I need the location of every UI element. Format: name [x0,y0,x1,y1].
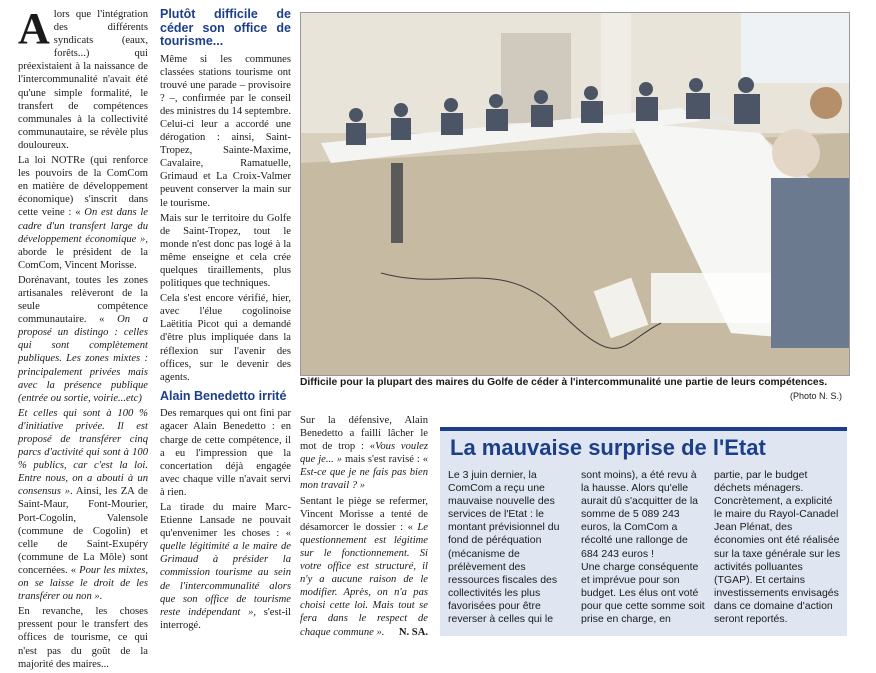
paragraph: Et celles qui sont à 100 % d'initiative privée. Il est proposé de transférer cinq parcs d'activité qui sont à 100 % publics, car c'est la loi. Entre nous, on a abouti à un consensus ». Ainsi, les ZA de Saint-Maur, Font-Mourier, Port-Cogolin, Valensole (commune de Cogolin) et celle de Saint-Exupéry (commune de La Môle) sont concernées. « Pour les mixtes, on se laisse le droit de les transférer ou non ». [18,407,148,603]
paragraph: Sur la défensive, Alain Benedetto a failli lâcher le mot de trop : «Vous voulez que je... » mais s'est ravisé : « Est-ce que je ne fais pas bien mon travail ? » [300,415,428,492]
box-column-2: sont moins), a été revu à la hausse. Alors qu'elle aurait dû s'acquitter de la somme de 5 089 243 euros, la ComCom a récolté une rallonge de 684 243 euros ! Une charge conséquente et imprévue pour son budget. Les élus ont voté pour que cette somme soit prise en charge, en [581,469,705,626]
paragraph: Sentant le piège se refermer, Vincent Morisse a tenté de désamorcer le dossier : « Le questionnement est légitime sur le fonctionnement. Si votre office est structuré, il n'y a aucune raison de le modifier. Après, on n'a pas choisi cette loi. Mais tout se fera dans le respect de chaque commune ». N. SA. [300,495,429,638]
meeting-room-illustration [301,13,849,375]
paragraph: La loi NOTRe (qui renforce les pouvoirs de la ComCom en matière de développement économique) s'inscrit dans cette veine : « On est dans le cadre d'un transfert large du développement économique », aborde le président de la ComCom, Vincent Morisse. [18,155,149,271]
subheading: Alain Benedetto irrité [160,388,287,403]
article-column-2 [160,8,291,634]
drop-cap: A [18,4,50,53]
author-signature: N. SA. [398,626,428,638]
sidebar-box [440,427,847,636]
paragraph: Alors que l'intégration des différents syndicats (eaux, forêts...) qui préexistaient à la naissance de l'intercommunalité n'avait été qu'une simple formalité, le transfert de compétences communales à la collectivité communautaire, se révèle plus douloureux. [18,4,148,151]
paragraph: Dorénavant, toutes les zones artisanales relèveront de la seule compétence communautaire. « On a proposé un distingo : celles qui sont complètement publiques. Les zones mixtes : principalement privées mais avec la présence publique (entrée ou sortie, voirie...etc) [18,274,149,404]
photo-caption: Difficile pour la plupart des maires du Golfe de céder à l'intercommunalité une partie de leurs compétences. [300,377,828,388]
photo-credit: (Photo N. S.) [790,391,843,401]
paragraph: Même si les communes classées stations tourisme ont trouvé une parade – provisoire ? –, confirmée par le conseil des ministres du 14 septembre. Celui-ci leur a accordé une dérogation : ainsi, Saint-Tropez, Sainte-Maxime, Cavalaire, Ramatuelle, Grimaud et La Croix-Valmer peuvent conserver la main sur le tourisme. [160,53,291,209]
article-column-3 [300,414,428,641]
box-column-1: Le 3 juin dernier, la ComCom a reçu une mauvaise nouvelle des services de l'Etat : le montant prévisionnel du fond de péréquation (mécanisme de prélèvement des ressources fiscales des collectivités les plus favorisées pour être reverser à celles qui le [448,469,560,626]
paragraph: Cela s'est encore vérifié, hier, avec l'élue cogolinoise Laëtitia Picot qui a demandé d'être plus impliquée dans la réflexion sur l'avenir des offices, sur le devenir des agents. [160,293,291,383]
box-title: La mauvaise surprise de l'Etat [450,435,766,460]
article-column-1 [18,4,149,673]
paragraph: La tirade du maire Marc-Etienne Lansade ne pouvait qu'envenimer les choses : « quelle légitimité a le maire de Grimaud à présider la commission tourisme au sein de l'intercommunalité alors que son office de tourisme reste indépendant », s'est-il interrogé. [160,502,291,631]
subheading: Plutôt difficile de céder son office de tourisme... [160,7,291,48]
meeting-photo [300,12,850,376]
paragraph: En revanche, les choses pressent pour le transfert des offices de tourisme, ce qui n'est pas du goût de la majorité des maires... [18,606,148,670]
paragraph: Mais sur le territoire du Golfe de Saint-Tropez, tout le monde n'est donc pas logé à la même enseigne et cela crée quelques tiraillements, plus politiques que techniques. [160,212,291,290]
paragraph: Des remarques qui ont fini par agacer Alain Benedetto : en charge de cette compétence, il a eu l'impression que la concertation déjà engagée avec chaque ville n'avait servi à rien. [160,408,291,498]
box-column-3: partie, par le budget déchets ménagers. Concrètement, a explicité le maire du Rayol-Canadel Jean Plénat, des économies ont été réalisée sur la taxe générale sur les activités polluantes (TGAP). Et certains investissements envisagés dans ce domaine d'action seront reportés. [714,469,841,626]
